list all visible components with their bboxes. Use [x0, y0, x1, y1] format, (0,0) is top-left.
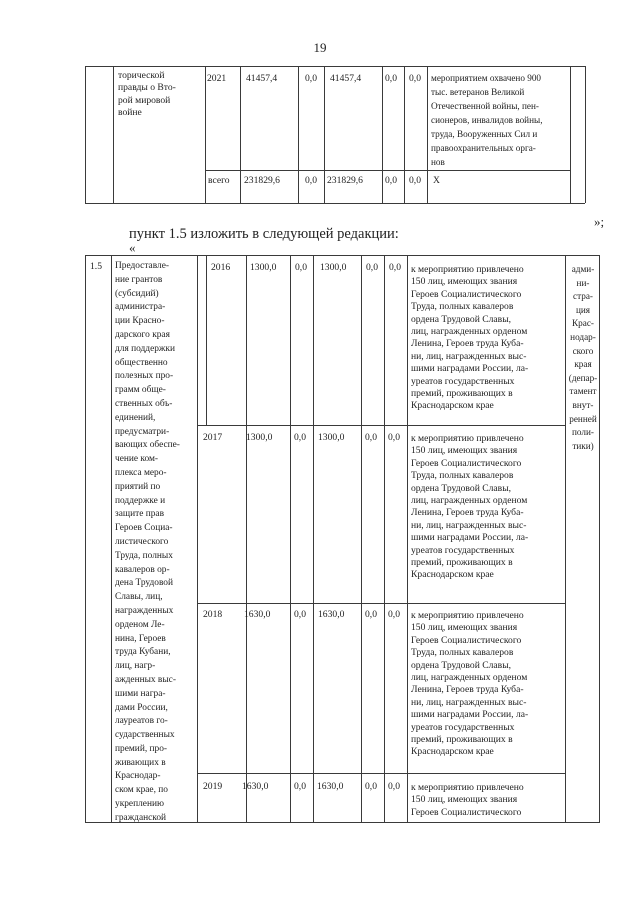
top-year-total: всего	[208, 175, 230, 186]
top-c5-total: 0,0	[409, 175, 421, 186]
item-number: 1.5	[90, 261, 102, 272]
c3-2016: 1300,0	[320, 262, 347, 273]
c2-2019: 0,0	[294, 781, 306, 792]
result-2019: к мероприятию привлечено 150 лиц, имеющих звания Героев Социалистического	[411, 782, 524, 818]
result-2017: к мероприятию привлечено 150 лиц, имеющих звания Героев Социалистического Труда, полных кавалеров ордена Трудовой Славы, лиц, награжденных орденом Ленина, Героев труда Куба- ни, лиц, награжденных выс- шими наградами России, ла- уреатов государственных премий, проживающих в Краснодарском крае	[411, 433, 529, 581]
top-name-cell: торической правды о Вто- рой мировой войне	[118, 70, 176, 119]
top-c3-2021: 41457,4	[330, 73, 362, 84]
c4-2016: 0,0	[366, 262, 378, 273]
result-2016: к мероприятию привлечено 150 лиц, имеющих звания Героев Социалистического Труда, полных кавалеров ордена Трудовой Славы, лиц, награжденных орденом Ленина, Героев труда Куба- ни, лиц, награжденных выс- шими наградами России, ла- уреатов государственных премий, проживающих в Краснодарском крае	[411, 264, 529, 412]
c3-2018: 1630,0	[318, 609, 345, 620]
c5-2018: 0,0	[388, 609, 400, 620]
c4-2019: 0,0	[365, 781, 377, 792]
item-name: Предоставле- ние грантов (субсидий) администра- ции Красно- дарского края для поддержки общественно полезных про- грамм обще- ственных объ- единений, предусматри- вающих обеспе- чение ком- плекса меро- приятий по поддержке и защите прав Героев Социа- листического Труда, полных кавалеров ор- дена Трудовой Славы, лиц, награжденных орденом Ле- нина, Героев труда Кубани, лиц, нагр- ажденных выс- шими награ- дами России, лауреатов го- сударственных премий, про- живающих в Краснодар- ском крае, по укреплению гражданской	[115, 261, 180, 823]
c5-2016: 0,0	[389, 262, 401, 273]
top-c4-2021: 0,0	[385, 73, 397, 84]
close-quote: »;	[594, 214, 605, 229]
top-result-2021: мероприятием охвачено 900 тыс. ветеранов Великой Отечественной войны, пен- сионеров, инвалидов войны, труда, Вооруженных Сил и правоохранительных орга- нов	[431, 73, 543, 167]
open-quote: «	[129, 240, 136, 255]
top-c5-2021: 0,0	[409, 73, 421, 84]
top-c3-total: 231829,6	[327, 175, 363, 186]
item-executor: адми- ни- стра- ция Крас- нодар- ского края (депар- тамент внут- ренней поли- тики)	[568, 264, 598, 451]
c5-2019: 0,0	[388, 781, 400, 792]
top-total-2021: 41457,4	[246, 73, 278, 84]
c4-2017: 0,0	[365, 432, 377, 443]
c2-2018: 0,0	[294, 609, 306, 620]
year-2018: 2018	[203, 609, 223, 620]
year-2019: 2019	[203, 781, 223, 792]
total-2016: 1300,0	[250, 262, 277, 273]
c2-2016: 0,0	[295, 262, 307, 273]
top-total-total: 231829,6	[244, 175, 280, 186]
top-c2-total: 0,0	[305, 175, 317, 186]
c4-2018: 0,0	[365, 609, 377, 620]
year-2016: 2016	[211, 262, 231, 273]
c3-2017: 1300,0	[318, 432, 345, 443]
page-number: 19	[313, 40, 327, 55]
total-2018: 1630,0	[244, 609, 271, 620]
top-c2-2021: 0,0	[305, 73, 317, 84]
c3-2019: 1630,0	[317, 781, 344, 792]
result-2018: к мероприятию привлечено 150 лиц, имеющих звания Героев Социалистического Труда, полных кавалеров ордена Трудовой Славы, лиц, награжденных орденом Ленина, Героев труда Куба- ни, лиц, награжденных выс- шими наградами России, ла- уреатов государственных премий, проживающих в Краснодарском крае	[411, 610, 529, 758]
top-result-total: Х	[433, 175, 440, 186]
top-c4-total: 0,0	[385, 175, 397, 186]
year-2017: 2017	[203, 432, 223, 443]
total-2019: 1630,0	[242, 781, 269, 792]
c2-2017: 0,0	[294, 432, 306, 443]
total-2017: 1300,0	[246, 432, 273, 443]
instruction-text: пункт 1.5 изложить в следующей редакции:	[129, 226, 399, 242]
top-year-2021: 2021	[207, 73, 227, 84]
c5-2017: 0,0	[388, 432, 400, 443]
